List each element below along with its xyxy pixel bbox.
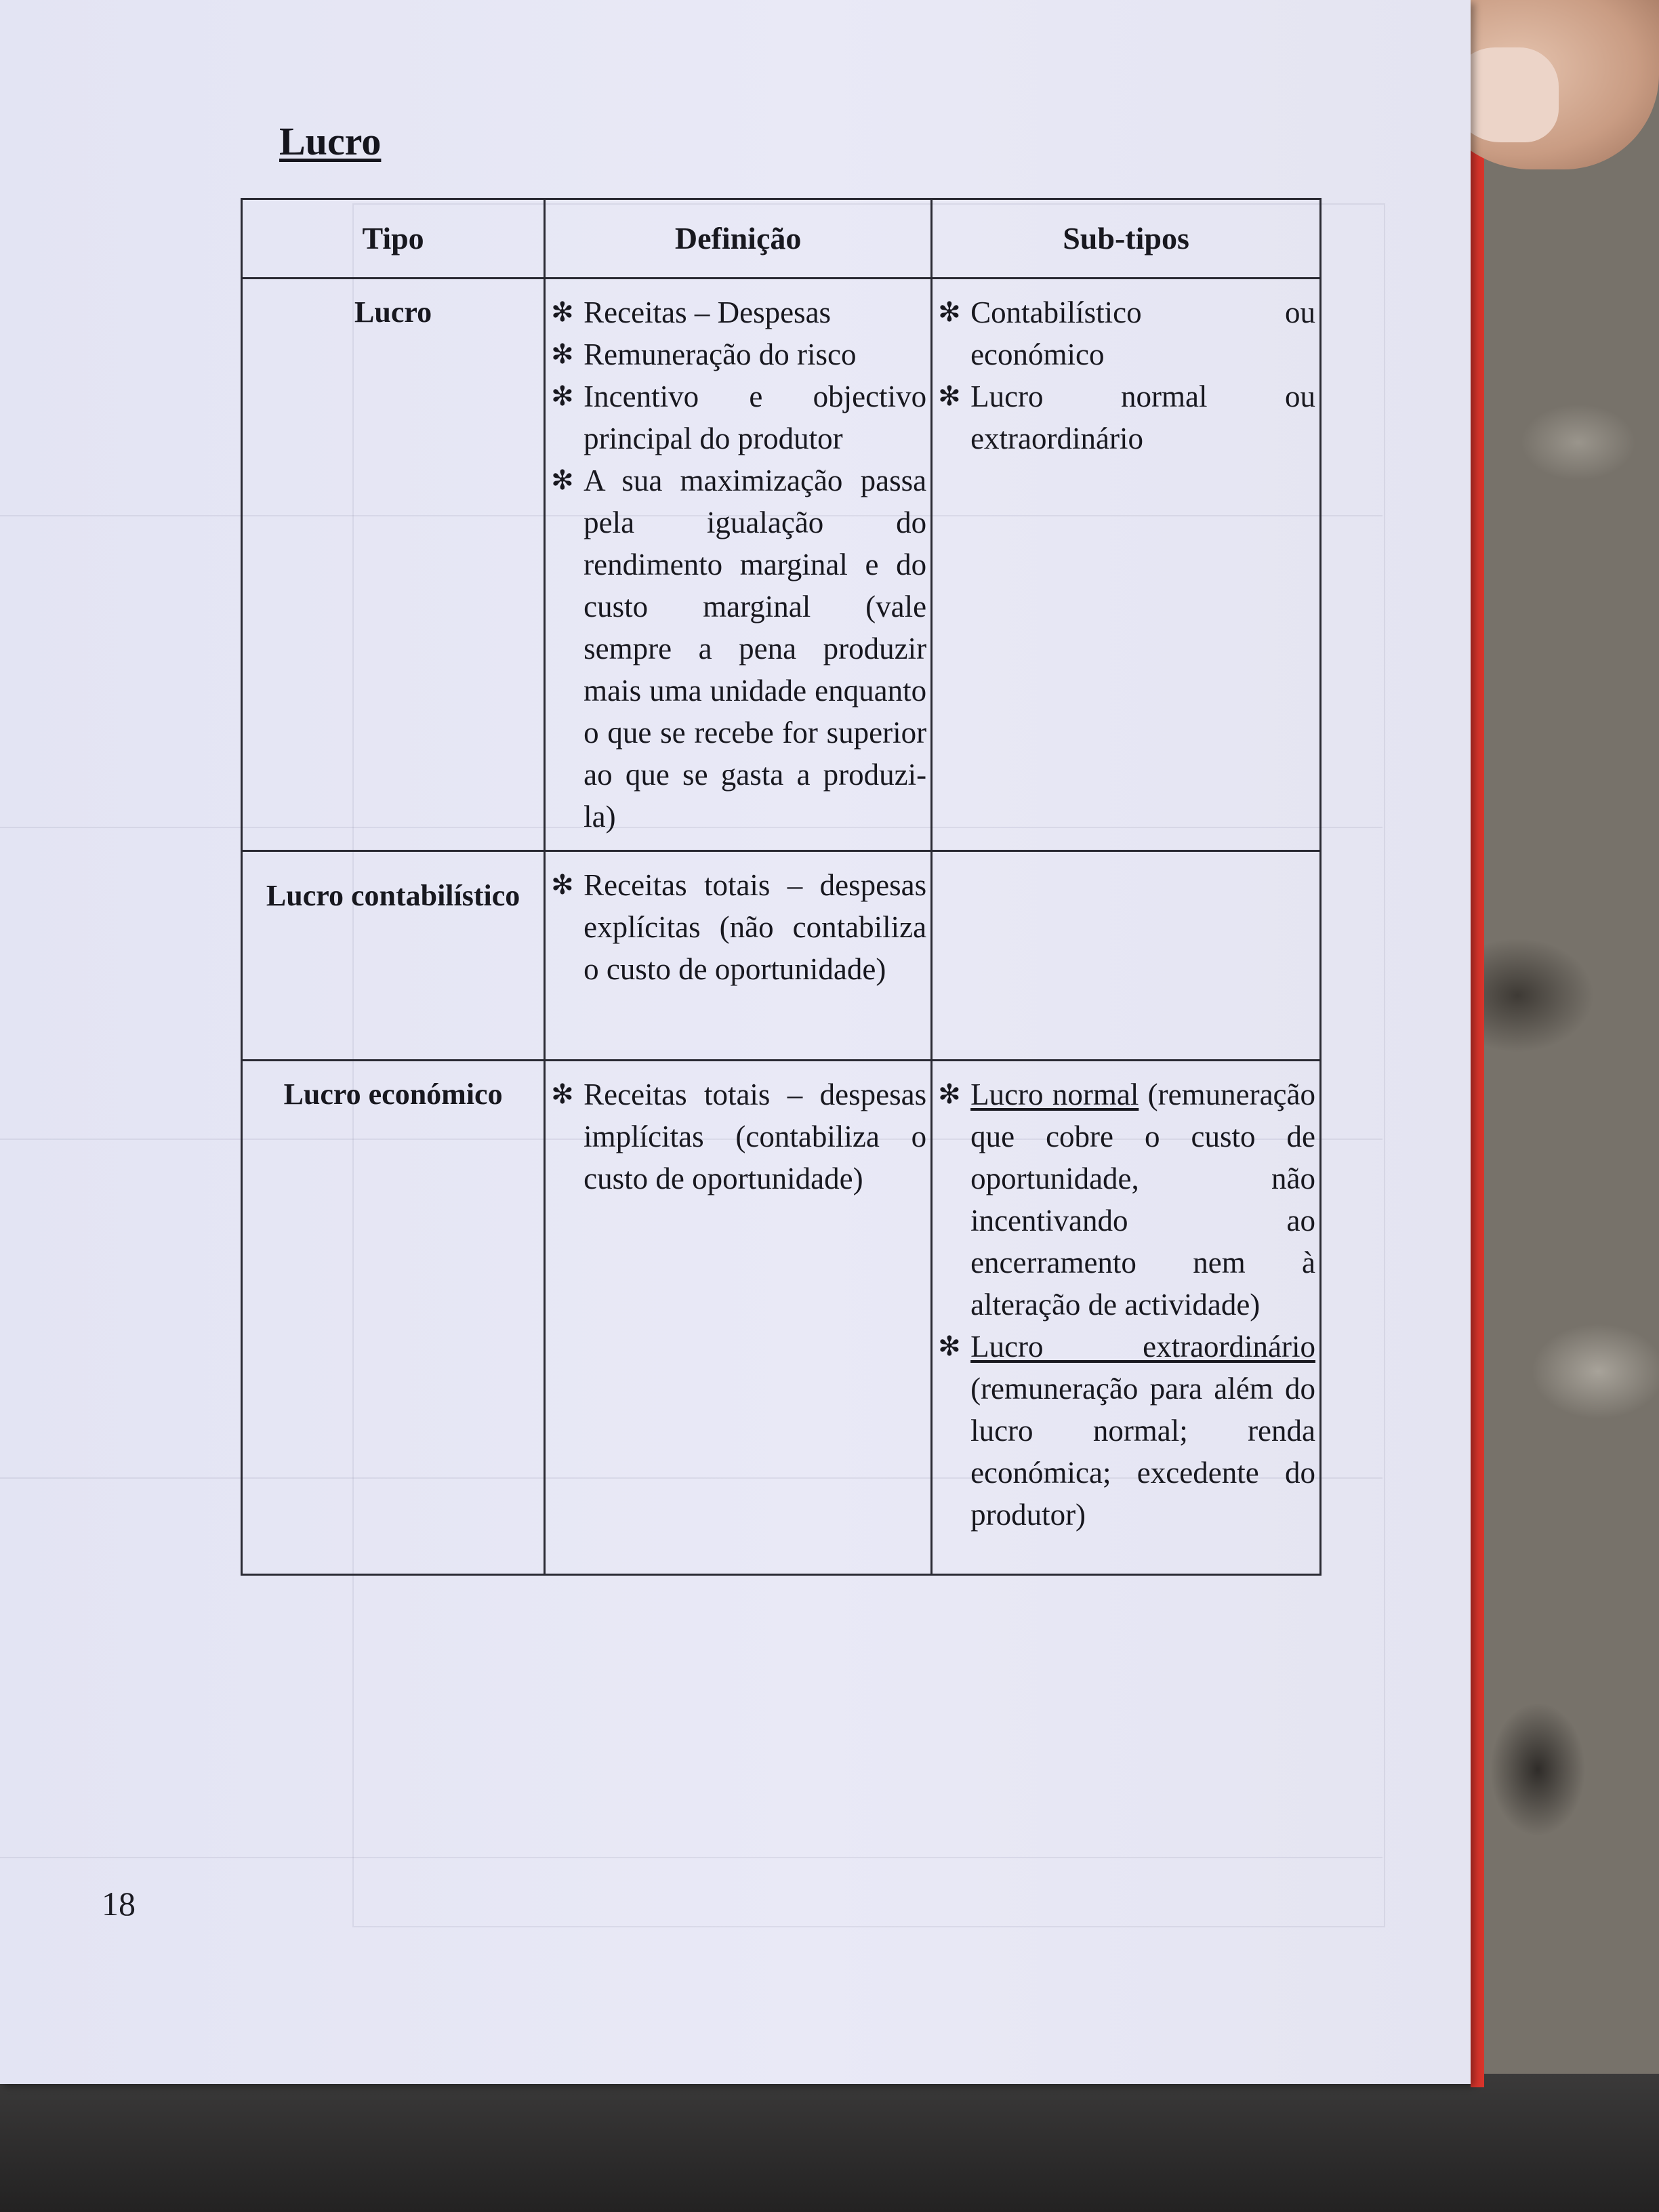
row-subtipos-empty [932, 851, 1321, 1061]
row-subtipos [932, 279, 1321, 851]
stone-background [1457, 0, 1659, 2212]
section-heading: Lucro [279, 119, 382, 163]
list-item: ✻ Lucro normal ou extraordinário [937, 375, 1315, 459]
row-definicao [545, 1061, 932, 1575]
asterisk-icon: ✻ [551, 381, 574, 412]
row-tipo: Lucro contabilístico [242, 851, 545, 1061]
page-number: 18 [102, 1885, 136, 1923]
asterisk-icon: ✻ [551, 297, 574, 328]
row-tipo: Lucro [242, 279, 545, 851]
asterisk-icon: ✻ [551, 1079, 574, 1110]
row-subtipos [932, 1061, 1321, 1575]
table-row [242, 279, 1321, 851]
list-item: ✻ Receitas totais – despesas implícitas (contabiliza o custo de oportunidade) [550, 1073, 926, 1200]
row-tipo: Lucro económico [242, 1061, 545, 1575]
subtype-title: Lucro extraordinário [970, 1330, 1315, 1364]
list-item: ✻ Receitas totais – despesas explícitas (não contabiliza o custo de oportunidade) [550, 864, 926, 990]
asterisk-icon: ✻ [938, 297, 961, 328]
asterisk-icon: ✻ [938, 381, 961, 412]
list-item: ✻ Incentivo e objectivo principal do produtor [550, 375, 926, 459]
floor-background [0, 2074, 1659, 2212]
list-item: ✻ Contabilístico ou económico [937, 291, 1315, 375]
header-tipo: Tipo [242, 199, 545, 279]
row-definicao [545, 851, 932, 1061]
subtype-title: Lucro normal [970, 1078, 1139, 1111]
asterisk-icon: ✻ [938, 1079, 961, 1110]
header-definicao: Definição [545, 199, 932, 279]
row-definicao [545, 279, 932, 851]
header-subtipos: Sub-tipos [932, 199, 1321, 279]
asterisk-icon: ✻ [551, 339, 574, 370]
list-item: ✻ A sua maximização passa pela igualação do rendimento marginal e do custo marginal (vale sempre a pena produzir mais uma unidade enquanto o que se recebe for superior ao que se gasta a produzi-la) [550, 459, 926, 838]
book-cover-edge [1471, 149, 1484, 2087]
table-row [242, 851, 1321, 1061]
list-item: ✻ Lucro normal (remuneração que cobre o custo de oportunidade, não incentivando ao encerramento nem à alteração de actividade) [937, 1073, 1315, 1326]
list-item: ✻ Lucro extraordinário (remuneração para além do lucro normal; renda económica; excedente do produtor) [937, 1326, 1315, 1536]
asterisk-icon: ✻ [551, 465, 574, 496]
table-header-row [242, 199, 1321, 279]
asterisk-icon: ✻ [551, 869, 574, 901]
list-item: ✻ Remuneração do risco [550, 333, 926, 375]
asterisk-icon: ✻ [938, 1331, 961, 1362]
table-row [242, 1061, 1321, 1575]
list-item: ✻ Receitas – Despesas [550, 291, 926, 333]
profit-types-table [241, 198, 1322, 1576]
